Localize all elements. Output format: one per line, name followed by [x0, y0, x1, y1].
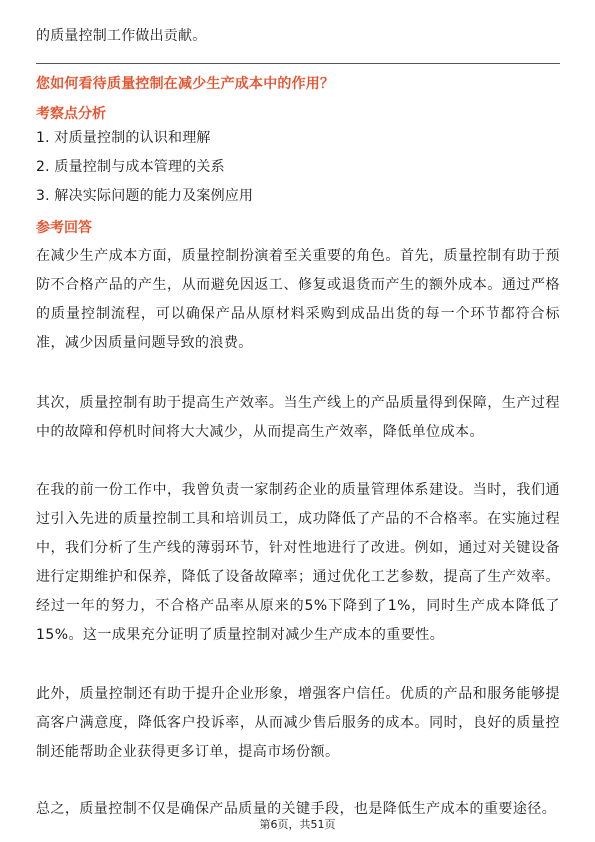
answer-heading: 参考回答: [36, 220, 92, 236]
section-divider: [36, 63, 560, 64]
continued-text: 的质量控制工作做出贡献。: [36, 28, 207, 44]
answer-paragraph: 在减少生产成本方面，质量控制扮演着至关重要的角色。首先，质量控制有助于预防不合格产品的产生，从而避免因返工、修复或退货而产生的额外成本。通过严格的质量控制流程，可以确保产品从原材料采购到成品出货的每一个环节都符合标准，减少因质量问题导致的浪费。: [36, 248, 560, 351]
list-item: 2. 质量控制与成本管理的关系: [36, 159, 225, 175]
analysis-list: [36, 128, 560, 215]
question-title: 您如何看待质量控制在减少生产成本中的作用？: [36, 76, 335, 92]
list-item: 1. 对质量控制的认识和理解: [36, 130, 211, 146]
answer-paragraph: 在我的前一份工作中，我曾负责一家制药企业的质量管理体系建设。当时，我们通过引入先进的质量控制工具和培训员工，成功降低了产品的不合格率。在实施过程中，我们分析了生产线的薄弱环节，针对性地进行了改进。例如，通过对关键设备进行定期维护和保养，降低了设备故障率；通过优化工艺参数，提高了生产效率。经过一年的努力，不合格产品率从原来的5%下降到了1%，同时生产成本降低了15%。这一成果充分证明了质量控制对减少生产成本的重要性。: [36, 482, 560, 643]
analysis-heading: 考察点分析: [36, 106, 106, 122]
list-item: 3. 解决实际问题的能力及案例应用: [36, 188, 254, 204]
answer-paragraph: 其次，质量控制有助于提高生产效率。当生产线上的产品质量得到保障，生产过程中的故障和停机时间将大大减少，从而提高生产效率，降低单位成本。: [36, 395, 560, 440]
page-number: 第6页，共51页: [259, 818, 336, 831]
answer-paragraph: 总之，质量控制不仅是确保产品质量的关键手段，也是降低生产成本的重要途径。: [36, 801, 557, 817]
answer-paragraph: 此外，质量控制还有助于提升企业形象，增强客户信任。优质的产品和服务能够提高客户满意度，降低客户投诉率，从而减少售后服务的成本。同时，良好的质量控制还能帮助企业获得更多订单，提高市场份额。: [36, 686, 560, 760]
